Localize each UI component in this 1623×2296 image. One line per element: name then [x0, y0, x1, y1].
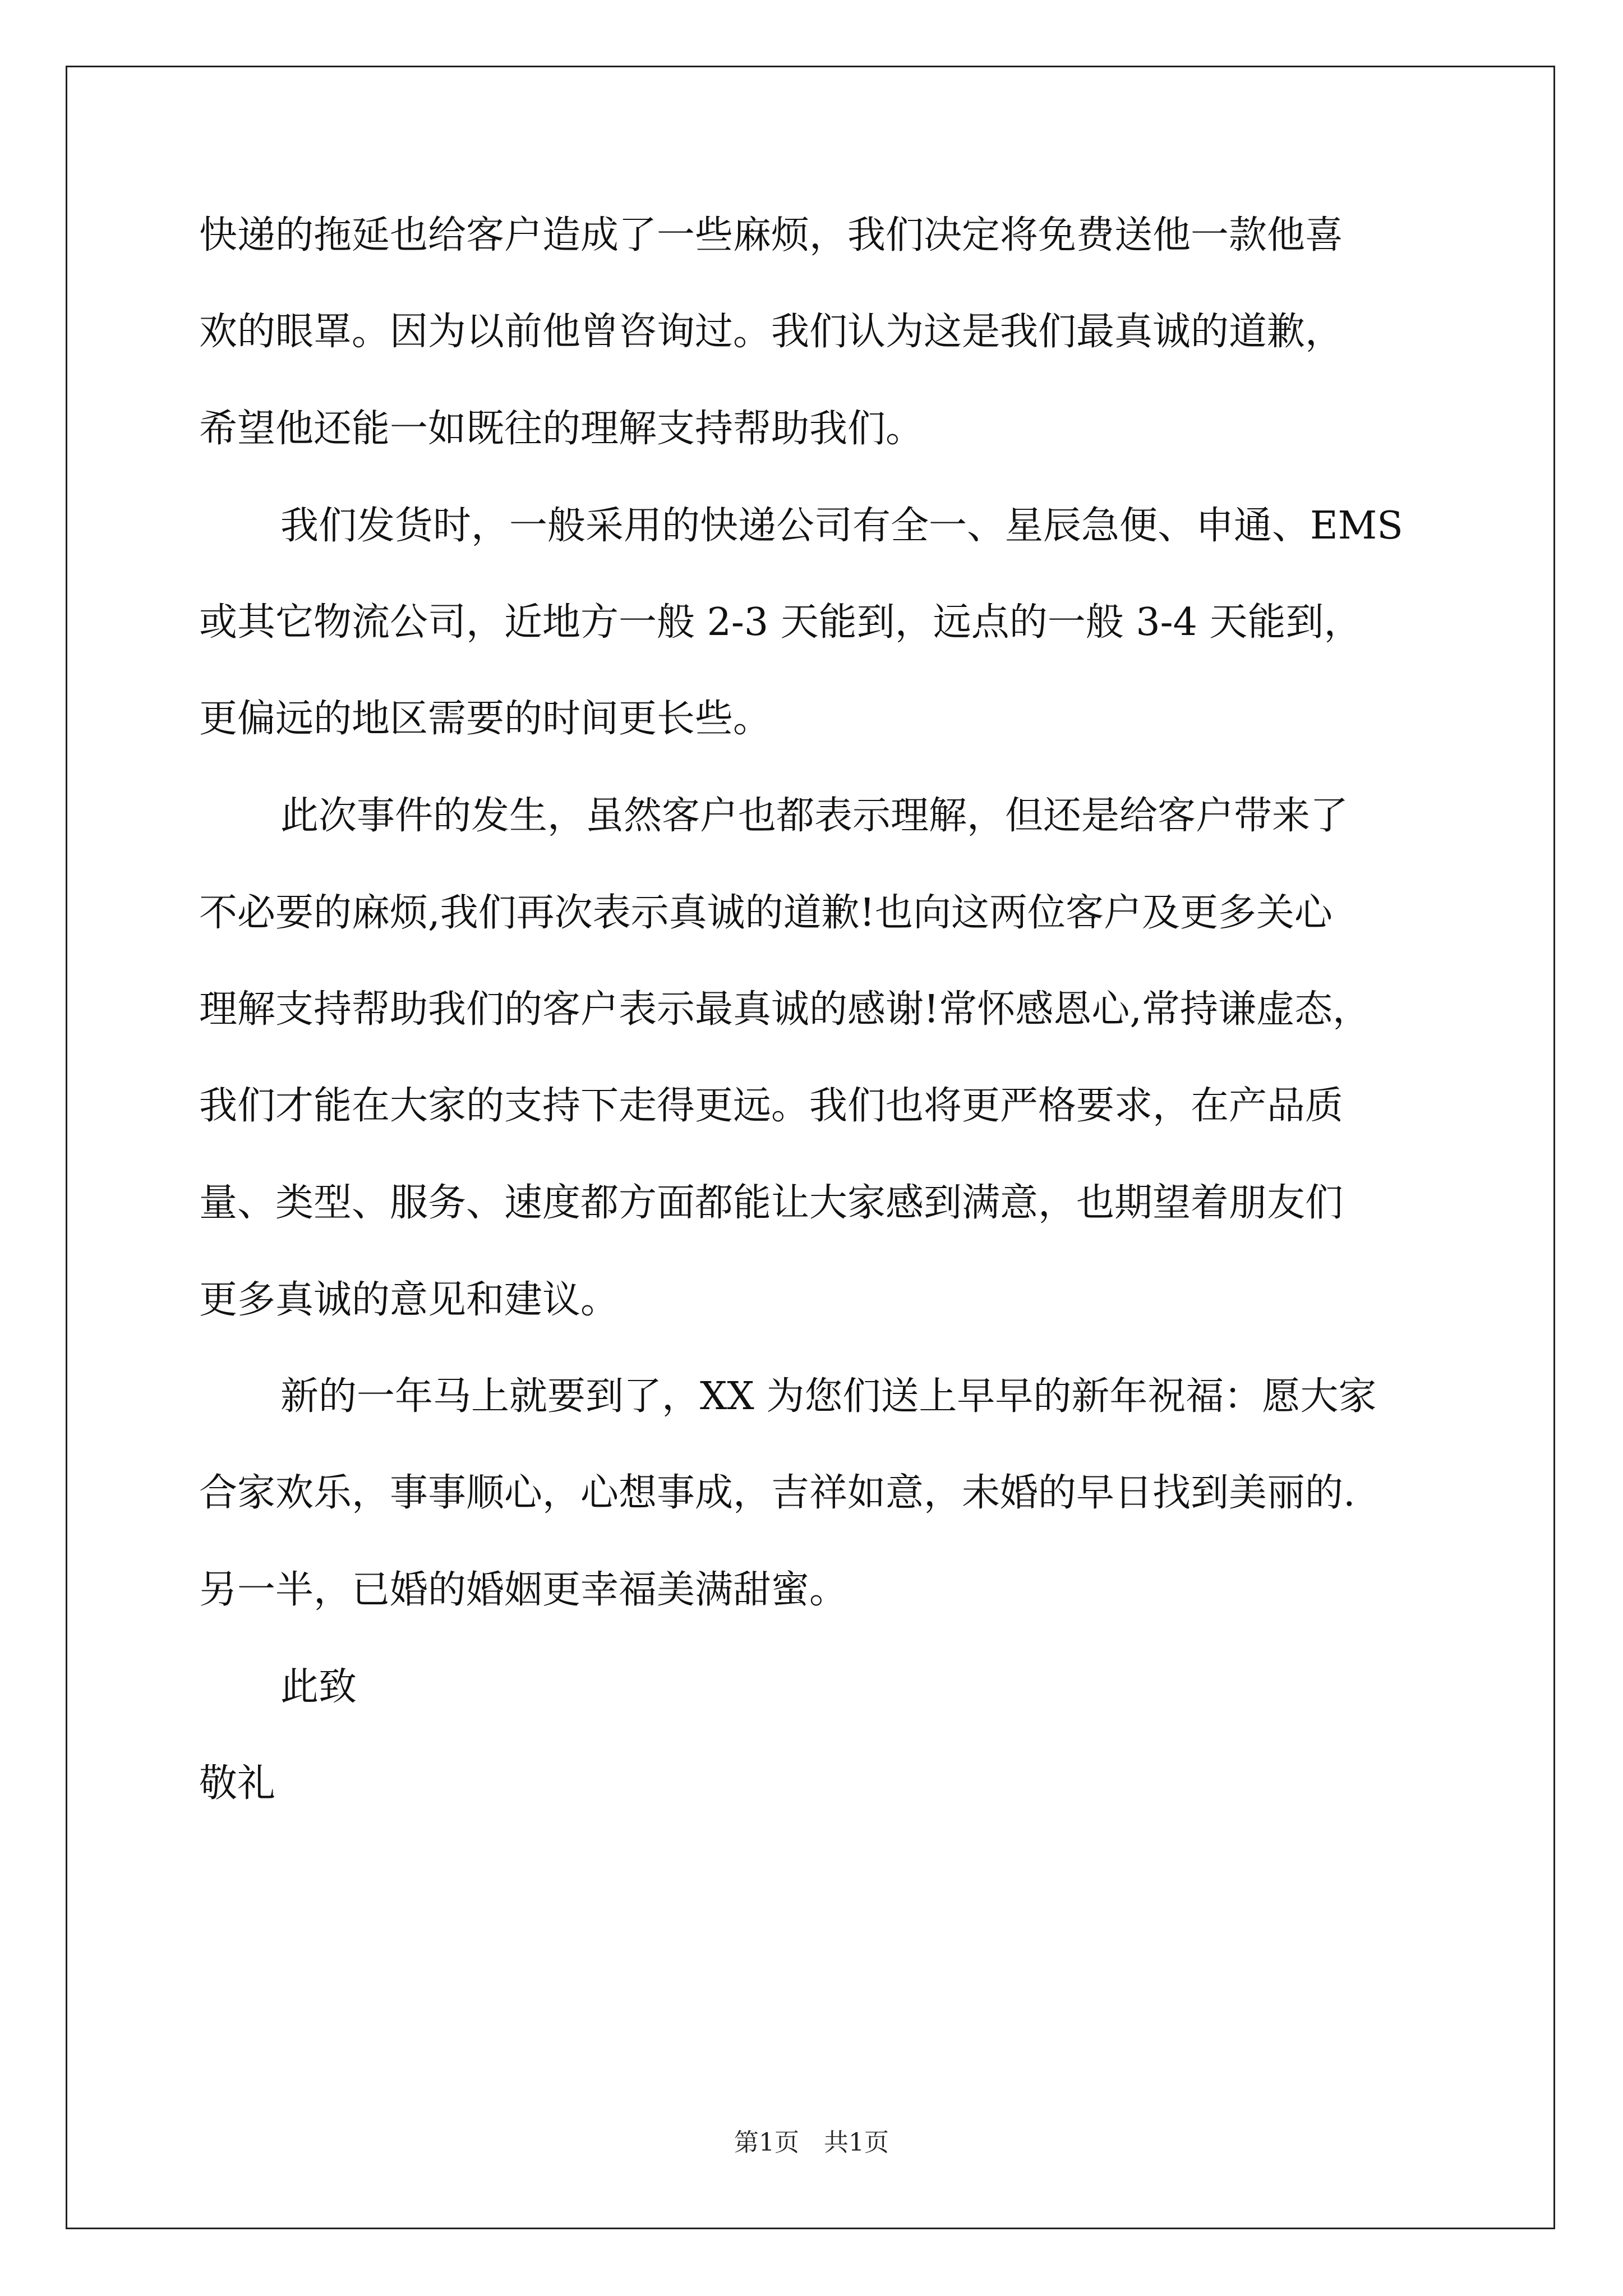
text-line: 另一半，已婚的婚姻更幸福美满甜蜜。: [199, 1568, 848, 1612]
text-line: 或其它物流公司，近地方一般 2-3 天能到，远点的一般 3-4 天能到，: [199, 600, 1362, 645]
text-line: 此次事件的发生，虽然客户也都表示理解，但还是给客户带来了: [280, 794, 1349, 838]
text-line: 欢的眼罩。因为以前他曾咨询过。我们认为这是我们最真诚的道歉，: [199, 310, 1344, 354]
page-border: [66, 66, 1555, 2229]
closing-line: 敬礼: [199, 1761, 276, 1806]
text-line: 我们发货时，一般采用的快递公司有全一、星辰急便、申通、EMS: [280, 504, 1403, 548]
text-line: 不必要的麻烦,我们再次表示真诚的道歉!也向这两位客户及更多关心: [199, 891, 1332, 935]
text-line: 更偏远的地区需要的时间更长些。: [199, 697, 772, 741]
text-line: 合家欢乐，事事顺心，心想事成，吉祥如意，未婚的早日找到美丽的.: [199, 1471, 1355, 1515]
page-footer: 第1页 共1页: [734, 2128, 889, 2157]
text-line: 更多真诚的意见和建议。: [199, 1278, 619, 1322]
text-line: 理解支持帮助我们的客户表示最真诚的感谢!常怀感恩心,常持谦虚态，: [199, 987, 1371, 1032]
text-line: 新的一年马上就要到了，XX 为您们送上早早的新年祝福：愿大家: [280, 1374, 1377, 1419]
text-line: 我们才能在大家的支持下走得更远。我们也将更严格要求，在产品质: [199, 1084, 1344, 1128]
salutation-line: 此致: [280, 1665, 357, 1709]
text-line: 快递的拖延也给客户造成了一些麻烦，我们决定将免费送他一款他喜: [199, 213, 1344, 257]
text-line: 希望他还能一如既往的理解支持帮助我们。: [199, 407, 924, 451]
text-line: 量、类型、服务、速度都方面都能让大家感到满意，也期望着朋友们: [199, 1181, 1344, 1225]
